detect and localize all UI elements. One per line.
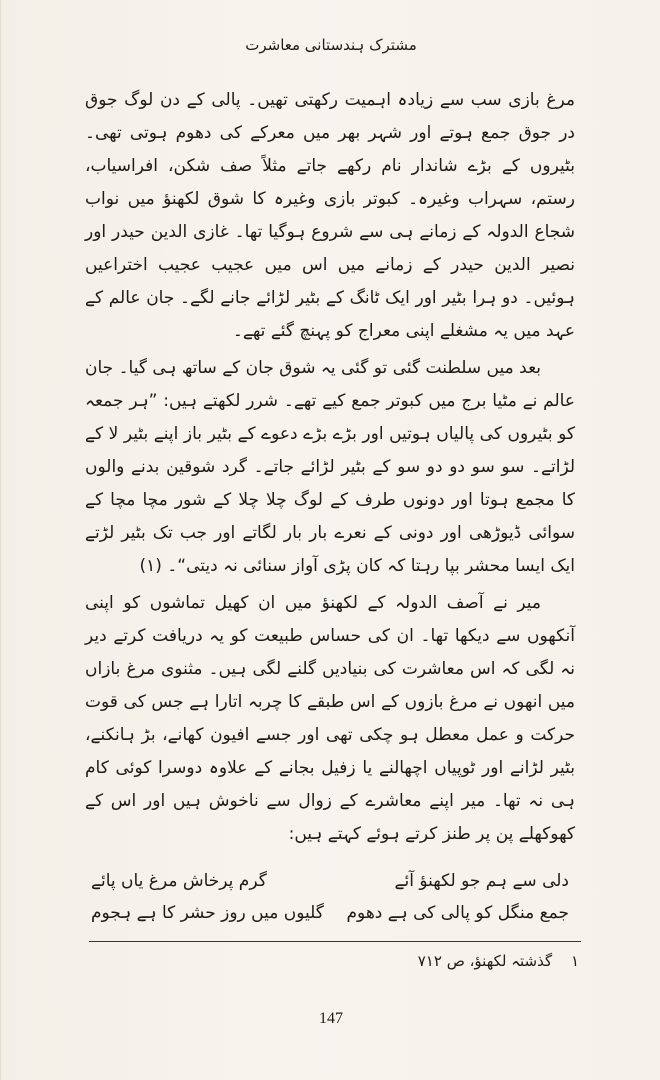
footnote-text: گذشتہ لکھنؤ، ص ۷۱۲ xyxy=(417,952,553,970)
verse-line-2-second-hemistich: گلیوں میں روز حشر کا ہے ہجوم xyxy=(91,903,324,923)
verse-line-1 xyxy=(85,865,575,897)
footnote-marker: ۱ xyxy=(570,952,579,970)
paragraph-2: بعد میں سلطنت گئی تو گئی یہ شوق جان کے ساتھ ہی گیا۔ جان عالم نے مٹیا برج میں کبوتر جمع کیے تھے۔ شرر لکھتے ہیں: ”ہر جمعہ کو بٹیروں کی پالیاں ہوتیں اور بڑے بڑے دعوے کے بٹیر باز اپنے بٹیر لا کے لڑاتے۔ سو سو دو دو سو کے بٹیر لڑائے جاتے۔ گرد شوقین بدنے والوں کا مجمع ہوتا اور دونوں طرف کے لوگ چلا چلا کے شور مچا مچا کے سوائی ڈیوڑھی اور دونی کے نعرے بار بار لگاتے اور جب تک بٹیر لڑتے ایک ایسا محشر بپا رہتا کہ کان پڑی آواز سنائی نہ دیتی“۔ (۱) xyxy=(85,358,575,576)
paragraph-1: مرغ بازی سب سے زیادہ اہمیت رکھتی تھیں۔ پالی کے دن لوگ جوق در جوق جمع ہوتے اور شہر بھر میں معرکے کی دھوم ہوتی تھی۔ بٹیروں کے بڑے شاندار نام رکھے جاتے مثلاً صف شکن، افراسیاب، رستم، سہراب وغیرہ۔ کبوتر بازی وغیرہ کا شوق لکھنؤ میں نواب شجاع الدولہ کے زمانے ہی سے شروع ہوگیا تھا۔ غازی الدین حیدر اور نصیر الدین حیدر کے زمانے میں اس میں عجیب عجیب اختراعیں ہوئیں۔ دو ہرا بٹیر اور ایک ٹانگ کے بٹیر لڑائے جانے لگے۔ جان عالم کے عہد میں یہ مشغلے اپنی معراج کو پہنچ گئے تھے۔ xyxy=(85,90,575,341)
footnote xyxy=(85,949,579,973)
footnote-divider xyxy=(89,941,581,942)
running-header: مشترک ہندستانی معاشرت xyxy=(245,36,417,54)
page-body xyxy=(85,84,575,929)
paragraph-3: میر نے آصف الدولہ کے لکھنؤ میں ان کھیل تماشوں کو اپنی آنکھوں سے دیکھا تھا۔ ان کی حساس طبیعت کو یہ دریافت کرتے دیر نہ لگی کہ اس معاشرت کی بنیادیں گلنے لگی ہیں۔ مثنوی مرغ بازاں میں انھوں نے مرغ بازوں کے اس طبقے کا چربہ اتارا ہے جس کی قوت حرکت و عمل معطل ہو چکی تھی اور جسے افیون کھانے، بڑ ہانکنے، بٹیر لڑانے اور ٹوپیاں اچھالنے یا زفیل بجانے کے علاوہ دوسرا کوئی کام ہی نہ تھا۔ میر اپنے معاشرے کے زوال سے ناخوش ہیں اور اس کے کھوکھلے پن پر طنز کرتے ہوئے کہتے ہیں: xyxy=(85,593,575,844)
verse-line-2-first-hemistich: جمع منگل کو پالی کی ہے دھوم xyxy=(346,903,569,923)
verse-line-1-second-hemistich: گرم پرخاش مرغ یاں پائے xyxy=(91,871,267,891)
verse-line-2 xyxy=(85,897,575,929)
verse-line-1-first-hemistich: دلی سے ہم جو لکھنؤ آئے xyxy=(394,871,569,891)
verse-couplet xyxy=(85,865,575,929)
page-number: 147 xyxy=(319,1010,343,1027)
